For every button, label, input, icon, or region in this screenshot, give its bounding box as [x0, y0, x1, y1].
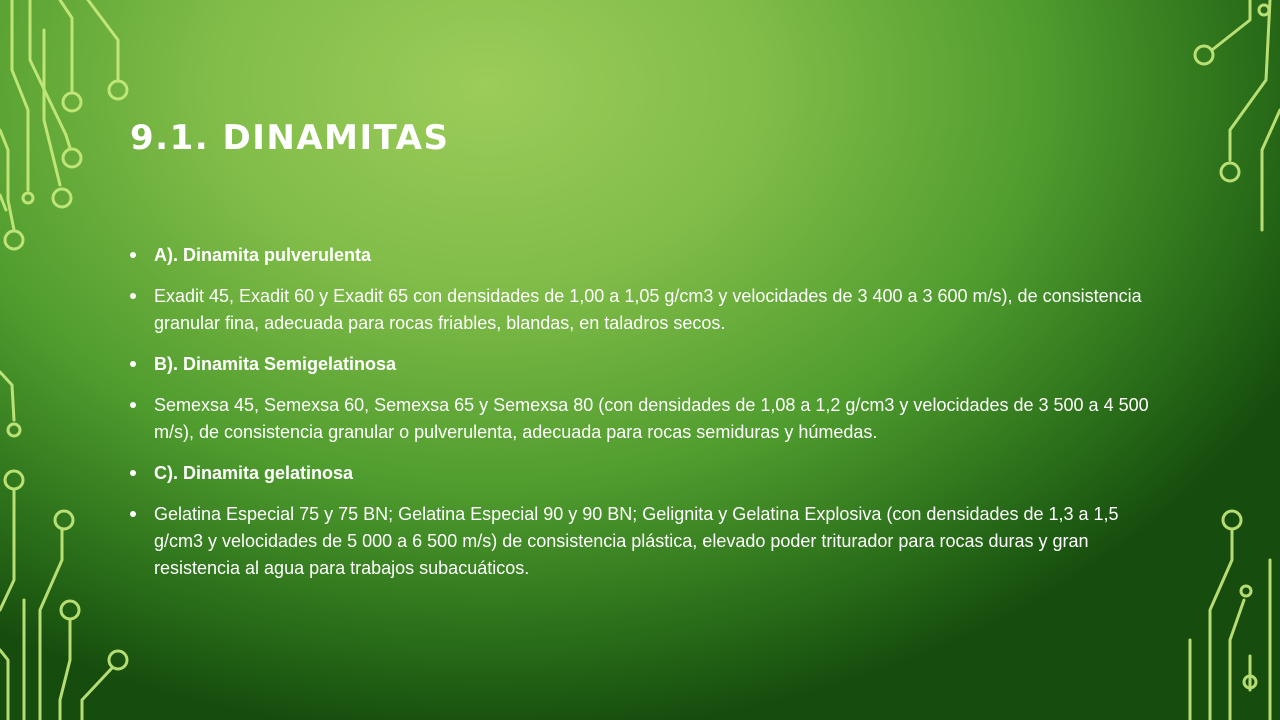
- circuit-line: [1212, 0, 1250, 50]
- circuit-node: [109, 81, 127, 99]
- circuit-node: [1221, 163, 1239, 181]
- circuit-node: [109, 651, 127, 669]
- bullet-text-b: Semexsa 45, Semexsa 60, Semexsa 65 y Semexsa 80 (con densidades de 1,08 a 1,2 g/cm3 y velocidades de 3 500 a 4 500 m/s), de consistencia granular o pulverulenta, adecuada para rocas semiduras y húmedas.: [130, 392, 1150, 446]
- circuit-node: [5, 471, 23, 489]
- circuit-node: [53, 189, 71, 207]
- circuit-line: [30, 0, 70, 148]
- circuit-line: [88, 0, 118, 80]
- slide-title: 9.1. DINAMITAS: [130, 118, 450, 158]
- circuit-line: [1262, 110, 1280, 230]
- bullet-heading-b: B). Dinamita Semigelatinosa: [130, 351, 1150, 378]
- circuit-line: [0, 650, 8, 720]
- bullet-heading-c: C). Dinamita gelatinosa: [130, 460, 1150, 487]
- circuit-line: [12, 0, 28, 190]
- circuit-line: [0, 372, 14, 420]
- circuit-node: [5, 231, 23, 249]
- bullet-text-a: Exadit 45, Exadit 60 y Exadit 65 con densidades de 1,00 a 1,05 g/cm3 y velocidades de 3 400 a 3 600 m/s), de consistencia granular fina, adecuada para rocas friables, blandas, en taladros secos.: [130, 283, 1150, 337]
- circuit-node: [55, 511, 73, 529]
- circuit-node: [61, 601, 79, 619]
- circuit-line: [1230, 600, 1244, 720]
- bullet-heading-a: A). Dinamita pulverulenta: [130, 242, 1150, 269]
- circuit-node: [1259, 5, 1269, 15]
- circuit-node: [63, 149, 81, 167]
- circuit-line: [0, 195, 6, 210]
- circuit-node: [8, 424, 20, 436]
- circuit-line: [0, 130, 14, 230]
- circuit-line: [60, 0, 72, 92]
- circuit-node: [23, 193, 33, 203]
- circuit-line: [0, 490, 14, 610]
- circuit-node: [1241, 586, 1251, 596]
- circuit-line: [60, 620, 70, 720]
- circuit-node: [1195, 46, 1213, 64]
- circuit-node: [63, 93, 81, 111]
- circuit-line: [1230, 0, 1270, 160]
- bullet-list: [130, 242, 1150, 596]
- bullet-text-c: Gelatina Especial 75 y 75 BN; Gelatina Especial 90 y 90 BN; Gelignita y Gelatina Explosiva (con densidades de 1,3 a 1,5 g/cm3 y velocidades de 5 000 a 6 500 m/s) de consistencia plástica, elevado poder triturador para rocas duras y gran resistencia al agua para trabajos subacuáticos.: [130, 501, 1150, 582]
- circuit-line: [40, 530, 62, 720]
- circuit-node: [1223, 511, 1241, 529]
- circuit-line: [82, 668, 112, 720]
